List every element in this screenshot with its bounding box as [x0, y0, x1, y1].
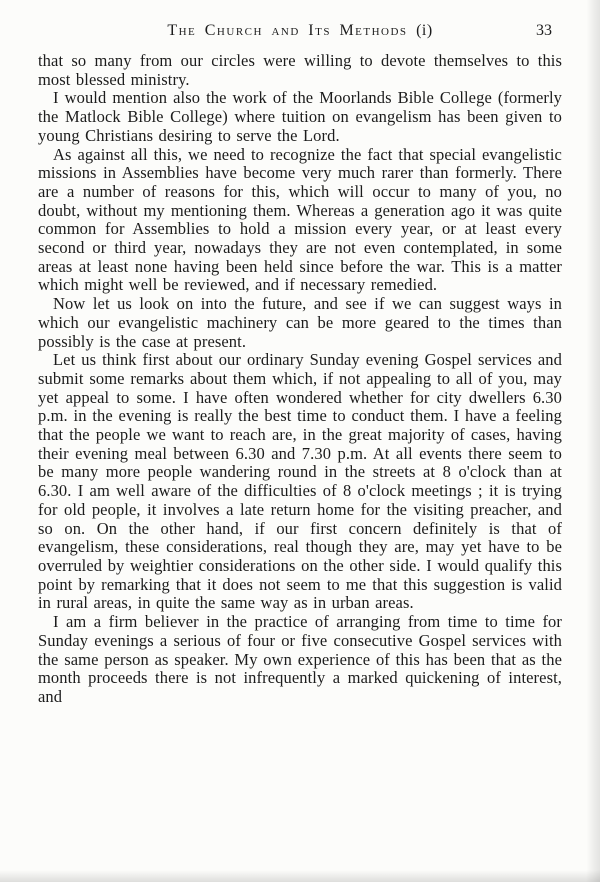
page-number: 33: [536, 22, 552, 39]
scan-edge-bottom: [0, 870, 600, 882]
chapter-title: [40, 22, 560, 40]
paragraph: Now let us look on into the future, and see if we can suggest ways in which our evangelistic machinery can be more geared to the times than possibly is the case at present.: [38, 294, 562, 351]
scan-edge-right: [586, 0, 600, 882]
paragraph: As against all this, we need to recognize the fact that special evangelistic missions in Assemblies have become very much rarer than formerly. There are a number of reasons for this, which will occur to many of you, no doubt, without my mentioning them. Whereas a generation ago it was quite common for Assemblies to hold a mission every year, or at least every second or third year, nowadays they are not even contemplated, in some areas at least none having been held since before the war. This is a matter which might well be reviewed, and if necessary remedied.: [38, 144, 562, 295]
paragraph: I would mention also the work of the Moorlands Bible College (formerly the Matlock Bible College) where tuition on evangelism has been given to young Christians desiring to serve the Lord.: [38, 88, 562, 145]
chapter-title-suffix: (i): [416, 22, 433, 39]
paragraph: I am a firm believer in the practice of arranging from time to time for Sunday evenings a serious of four or five consecutive Gospel services with the same person as speaker. My own experience of this has been that as the month proceeds there is not infrequently a marked quickening of interest, and: [38, 612, 562, 706]
paragraph: Let us think first about our ordinary Sunday evening Gospel services and submit some remarks about them which, if not appealing to all of you, may yet appeal to some. I have often wondered whether for city dwellers 6.30 p.m. in the evening is really the best time to conduct them. I have a feeling that the people we want to reach are, in the great majority of cases, having their evening meal between 6.30 and 7.30 p.m. At all events there seem to be many more people wandering round in the streets at 8 o'clock than at 6.30. I am well aware of the difficulties of 8 o'clock meetings ; it is trying for old people, it involves a late return home for the visiting preacher, and so on. On the other hand, if our first concern definitely is that of evangelism, these considerations, real though they are, may yet have to be overruled by weightier considerations on the other side. I would qualify this point by remarking that it does not seem to me that this suggestion is valid in rural areas, in quite the same way as in urban areas.: [38, 350, 562, 613]
running-head: [40, 22, 560, 44]
paragraph: that so many from our circles were willing to devote themselves to this most blessed ministry.: [38, 51, 562, 89]
body-text: [38, 52, 562, 707]
chapter-title-text: The Church and Its Methods: [167, 22, 408, 39]
